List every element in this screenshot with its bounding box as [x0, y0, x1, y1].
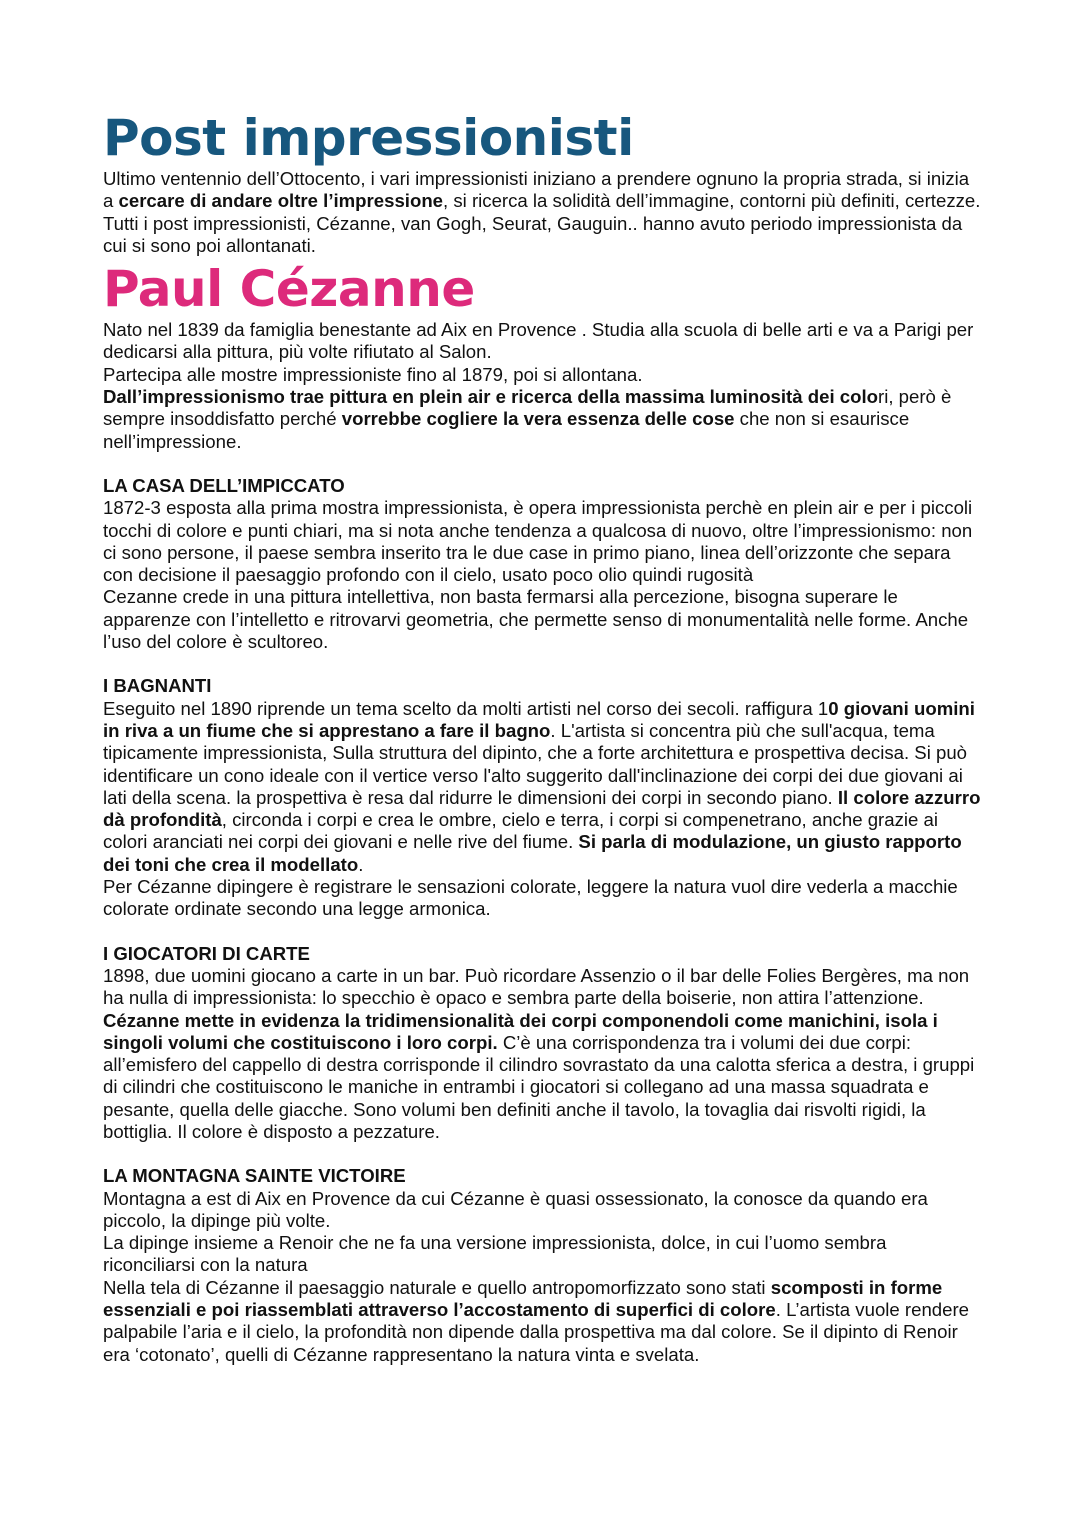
bio-block [103, 319, 983, 453]
section-heading: I GIOCATORI DI CARTE [103, 942, 310, 964]
section-paragraph [103, 876, 983, 921]
bold-text-run: Il colore azzurro dà profondità [103, 786, 981, 831]
bold-text-run: cercare di andare oltre l’impressione [118, 190, 444, 212]
text-run: 1872-3 esposta alla prima mostra impressionista, è opera impressionista perchè en plein air e per i piccoli tocchi di colore e punti chiari, ma si nota anche tendenza a qualcosa di nuovo, oltre l’impressionismo: non ci sono persone, il paese sembra inserito tra le due case in primo piano, linea dell’orizzonte che separa con decisione il paesaggio profondo con il cielo, usato poco olio quindi rugosità [103, 497, 973, 586]
text-run: ri, però è sempre insoddisfatto perché [103, 386, 952, 430]
text-run: Partecipa alle mostre impressioniste fino al 1879, poi si allontana. [103, 363, 643, 385]
section-paragraph [103, 698, 983, 876]
bio-paragraph [103, 319, 983, 364]
text-run: Cezanne crede in una pittura intellettiva, non basta fermarsi alla percezione, bisogna superare le apparenze con l’intelletto e ritrovarvi geometria, che permette senso di monumentalità nelle forme. Anche l’uso del colore è scultoreo. [103, 586, 969, 653]
bio-paragraph [103, 364, 983, 386]
text-run: . L'artista si concentra più che sull'acqua, tema tipicamente impressionista, Sulla struttura del dipinto, che a forte architettura e prospettiva decisa. Si può identificare un cono ideale con il vertice verso l'alto suggerito dall'inclinazione dei corpi dei due giovani ai lati della scena. la prospettiva è resa dal ridurre le dimensioni dei corpi in secondo piano. [103, 719, 968, 808]
section-heading: LA CASA DELL’IMPICCATO [103, 474, 345, 496]
section-paragraph [103, 1188, 983, 1233]
section-paragraph [103, 586, 983, 653]
section-bagnanti [103, 675, 983, 920]
section-title-cezanne: Paul Cézanne [103, 260, 475, 319]
section-paragraph [103, 497, 983, 586]
text-run: , si ricerca la solidità dell’immagine, contorni più definiti, certezze. Tutti i post impressionisti, Cézanne, van Gogh, Seurat, Gauguin.. hanno avuto periodo impressionista da cui si sono poi allontanati. [103, 190, 981, 256]
bold-text-run: vorrebbe cogliere la vera essenza delle cose [341, 408, 735, 430]
text-run: . L’artista vuole rendere palpabile l’aria e il cielo, la profondità non dipende dalla prospettiva ma dal colore. Se il dipinto di Renoir era ‘cotonato’, quelli di Cézanne rappresentano la natura vinta e svelata. [103, 1299, 970, 1365]
section-casa-impiccato [103, 475, 983, 653]
section-paragraph [103, 1277, 983, 1366]
bio-paragraph [103, 386, 983, 453]
text-run: Montagna a est di Aix en Provence da cui Cézanne è quasi ossessionato, la conosce da quando era piccolo, la dipinge più volte. [103, 1187, 928, 1231]
text-run: che non si esaurisce nell’impressione. [103, 408, 910, 452]
section-paragraph [103, 965, 983, 1143]
text-run: , circonda i corpi e crea le ombre, cielo e terra, i corpi si compenetrano, anche grazie ai colori aranciati nei corpi dei giovani e nelle rive del fiume. [103, 809, 938, 853]
text-run: La dipinge insieme a Renoir che ne fa una versione impressionista, dolce, in cui l’uomo sembra riconciliarsi con la natura [103, 1232, 887, 1276]
text-run: Per Cézanne dipingere è registrare le sensazioni colorate, leggere la natura vuol dire vederla a macchie colorate ordinate secondo una legge armonica. [103, 876, 958, 920]
text-run: . [358, 853, 364, 875]
bold-text-run: scomposti in forme essenziali e poi riassemblati attraverso l’accostamento di superfici di colore [103, 1276, 943, 1321]
text-run: Ultimo ventennio dell’Ottocento, i vari impressionisti iniziano a prendere ognuno la propria strada, si inizia a [103, 168, 970, 212]
text-run: Nato nel 1839 da famiglia benestante ad Aix en Provence . Studia alla scuola di belle arti e va a Parigi per dedicarsi alla pittura, più volte rifiutato al Salon. [103, 319, 974, 363]
document-page [103, 108, 983, 1366]
section-sainte-victoire [103, 1165, 983, 1366]
text-run: 1898, due uomini giocano a carte in un bar. Può ricordare Assenzio o il bar delle Folies Bergères, ma non ha nulla di impressionista: lo specchio è opaco e sembra parte della boiserie, non attira l’attenzione. [103, 964, 970, 1009]
section-heading: LA MONTAGNA SAINTE VICTOIRE [103, 1165, 406, 1187]
section-giocatori-carte [103, 943, 983, 1144]
bold-text-run: Dall’impressionismo trae pittura en plein air e ricerca della massima luminosità dei colo [103, 386, 879, 408]
bold-text-run: Cézanne mette in evidenza la tridimensionalità dei corpi componendoli come manichini, isola i singoli volumi che costituiscono i loro corpi. [103, 1009, 938, 1053]
text-run: Eseguito nel 1890 riprende un tema scelto da molti artisti nel corso dei secoli. raffigura 1 [103, 697, 829, 719]
bold-text-run: Si parla di modulazione, un giusto rapporto dei toni che crea il modellato [103, 831, 962, 875]
text-run: C’è una corrispondenza tra i volumi dei due corpi: all’emisfero del cappello di destra corrisponde il cilindro sovrastato da una calotta sferica a destra, i gruppi di cilindri che costituiscono le maniche in entrambi i giocatori si collegano ad una massa squadrata e pesante, quella delle giacche. Sono volumi ben definiti anche il tavolo, la tovaglia dai risvolti rigidi, la bottiglia. Il colore è disposto a pezzature. [103, 1031, 975, 1142]
page-title: Post impressionisti [103, 109, 634, 167]
text-run: Nella tela di Cézanne il paesaggio naturale e quello antropomorfizzato sono stati [103, 1276, 771, 1298]
section-paragraph [103, 1232, 983, 1277]
bold-text-run: 0 giovani uomini in riva a un fiume che si apprestano a fare il bagno [103, 697, 975, 741]
section-heading: I BAGNANTI [103, 675, 212, 697]
intro-paragraph [103, 168, 983, 257]
